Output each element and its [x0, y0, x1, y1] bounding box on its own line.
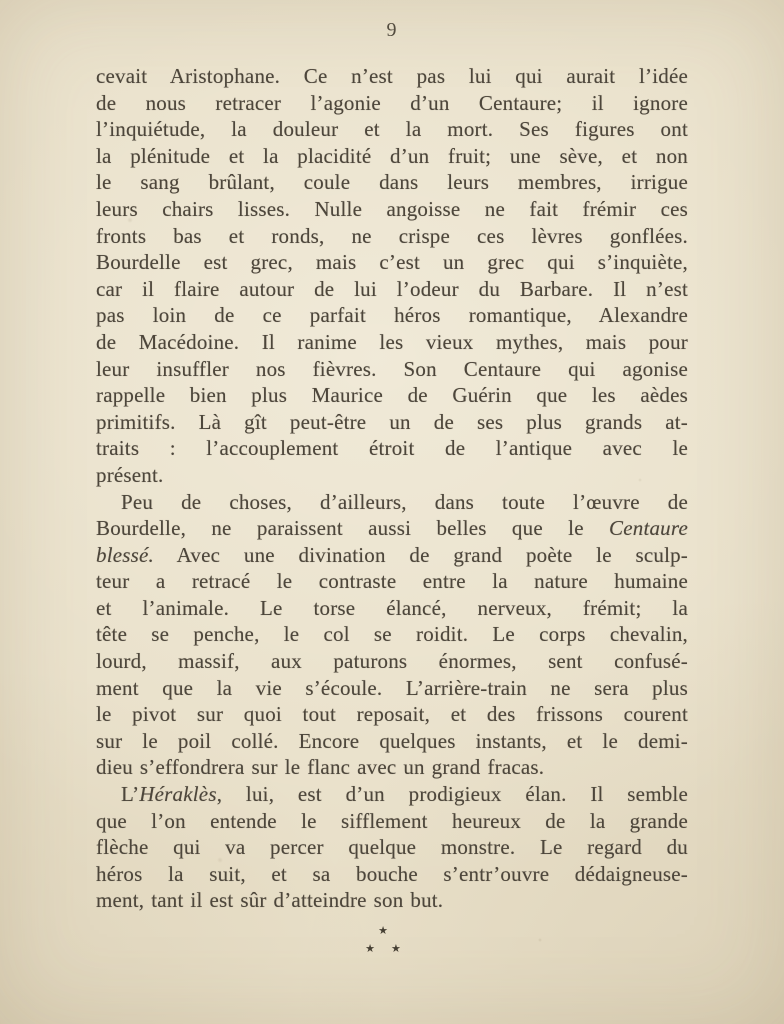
text-line — [96, 515, 688, 542]
text-line — [96, 116, 688, 143]
text-segment: fronts bas et ronds, ne crispe ces lèvres gonflées. — [96, 223, 688, 248]
text-segment: Bourdelle est grec, mais c’est un grec qui s’inquiète, — [96, 250, 688, 275]
text-segment: le pivot sur quoi tout reposait, et des frissons courent — [96, 702, 688, 727]
text-line — [96, 675, 688, 702]
text-line — [96, 143, 688, 170]
text-line — [96, 329, 688, 356]
text-line — [96, 648, 688, 675]
text-line — [96, 409, 688, 436]
text-segment: flèche qui va percer quelque monstre. Le regard du — [96, 835, 688, 860]
text-line — [96, 808, 688, 835]
text-segment: L’ — [121, 782, 140, 807]
text-segment: leur insuffler nos fièvres. Son Centaure qui agonise — [96, 356, 688, 381]
text-line — [96, 754, 688, 781]
text-segment: traits : l’accouplement étroit de l’antique avec le — [96, 436, 688, 461]
text-line — [96, 276, 688, 303]
asterism — [87, 921, 679, 955]
text-segment: teur a retracé le contraste entre la nature humaine — [96, 569, 688, 594]
text-line — [96, 169, 688, 196]
text-line — [96, 90, 688, 117]
text-segment: que l’on entende le sifflement heureux de la grande — [96, 808, 688, 833]
asterism-star-row — [87, 944, 679, 955]
text-segment: de Macédoine. Il ranime les vieux mythes, mais pour — [96, 329, 688, 354]
text-line — [96, 356, 688, 383]
text-segment: ment que la vie s’écoule. L’arrière-train ne sera plus — [96, 675, 688, 700]
text-segment: et l’animale. Le torse élancé, nerveux, frémit; la — [96, 595, 688, 620]
text-line — [96, 621, 688, 648]
text-line — [96, 302, 688, 329]
text-segment: le sang brûlant, coule dans leurs membres, irrigue — [96, 170, 688, 195]
text-line — [96, 249, 688, 276]
text-line — [96, 435, 688, 462]
text-segment: pas loin de ce parfait héros romantique, Alexandre — [96, 303, 688, 328]
text-segment: sur le poil collé. Encore quelques instants, et le demi- — [96, 728, 688, 753]
text-line — [96, 489, 688, 516]
text-line — [96, 701, 688, 728]
text-line — [96, 834, 688, 861]
text-line — [96, 568, 688, 595]
text-segment: , lui, est d’un prodigieux élan. Il semble — [216, 782, 688, 807]
text-segment: cevait Aristophane. Ce n’est pas lui qui aurait l’idée — [96, 64, 688, 88]
text-segment: la plénitude et la placidité d’un fruit; une sève, et non — [96, 143, 688, 168]
asterism-star-icon: ★ — [365, 943, 375, 955]
italic-text-segment: Centaure — [609, 516, 688, 541]
text-line — [96, 462, 688, 489]
text-line — [96, 861, 688, 888]
text-line — [96, 728, 688, 755]
text-line — [96, 382, 688, 409]
text-line — [96, 196, 688, 223]
text-segment: présent. — [96, 462, 164, 487]
text-segment: primitifs. Là gît peut-être un de ses plus grands at- — [96, 409, 688, 434]
text-segment: lourd, massif, aux paturons énormes, sent confusé- — [96, 649, 688, 674]
page-number: 9 — [386, 19, 398, 41]
text-segment: car il flaire autour de lui l’odeur du Barbare. Il n’est — [96, 276, 688, 301]
text-line — [96, 781, 688, 808]
text-segment: leurs chairs lisses. Nulle angoisse ne fait frémir ces — [96, 196, 688, 221]
text-line — [96, 595, 688, 622]
text-segment: Avec une divination de grand poète le sculp- — [153, 542, 688, 567]
asterism-star-icon: ★ — [378, 925, 388, 937]
italic-text-segment: Héraklès — [139, 782, 217, 807]
text-line — [96, 542, 688, 569]
page-header — [0, 19, 784, 42]
asterism-star-icon: ★ — [391, 943, 401, 955]
text-segment: rappelle bien plus Maurice de Guérin que les aèdes — [96, 383, 688, 408]
text-segment: Bourdelle, ne paraissent aussi belles que le — [96, 516, 610, 541]
text-segment: ment, tant il est sûr d’atteindre son but. — [96, 888, 444, 913]
text-segment: l’inquiétude, la douleur et la mort. Ses figures ont — [96, 117, 688, 142]
text-line — [96, 223, 688, 250]
italic-text-segment: blessé. — [96, 542, 154, 567]
text-segment: héros la suit, et sa bouche s’entr’ouvre dédaigneuse- — [96, 861, 688, 886]
text-segment: de nous retracer l’agonie d’un Centaure; il ignore — [96, 90, 688, 115]
text-block — [96, 63, 688, 914]
text-segment: dieu s’effondrera sur le flanc avec un grand fracas. — [96, 755, 545, 780]
text-line — [96, 887, 688, 914]
text-segment: Peu de choses, d’ailleurs, dans toute l’œuvre de — [121, 489, 688, 514]
text-line — [96, 63, 688, 90]
text-segment: tête se penche, le col se roidit. Le corps chevalin, — [96, 622, 688, 647]
